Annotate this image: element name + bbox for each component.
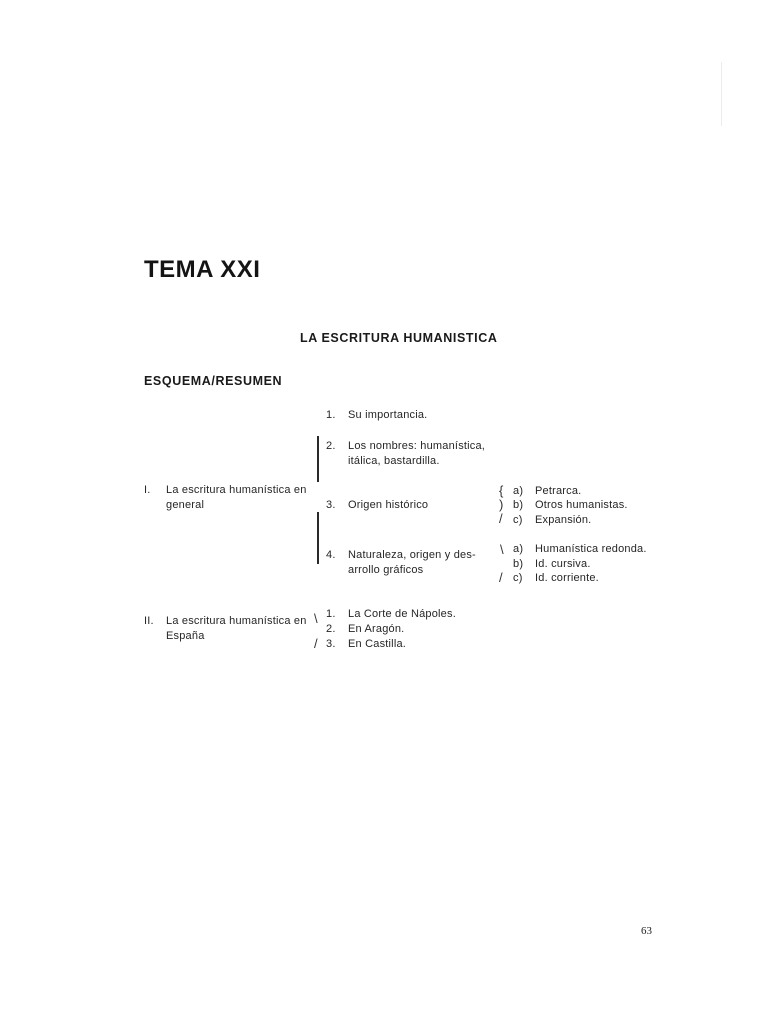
outline-item-text: En Aragón. xyxy=(348,623,405,635)
outline-item xyxy=(326,607,456,622)
brace-mark: \ xyxy=(314,611,318,626)
outline-item-num: 4. xyxy=(326,549,336,561)
outline-part-2-label xyxy=(144,614,307,644)
outline-item-num: 2. xyxy=(326,623,336,635)
outline-subitem xyxy=(513,557,591,572)
outline-part-2-line2: España xyxy=(166,630,205,642)
outline-subitem xyxy=(513,571,599,586)
page-edge-shadow xyxy=(721,62,722,126)
outline-subitem-text: Id. corriente. xyxy=(535,572,599,584)
brace-mark: ) xyxy=(499,497,504,512)
outline-subitem-text: Id. cursiva. xyxy=(535,558,591,570)
outline-item xyxy=(326,498,428,513)
outline-subitem xyxy=(513,542,647,557)
outline-item-text: La Corte de Nápoles. xyxy=(348,608,456,620)
outline-subitem xyxy=(513,513,591,528)
outline-item-num: 3. xyxy=(326,638,336,650)
outline-part-2-num: II. xyxy=(144,615,154,627)
section-heading: ESQUEMA/RESUMEN xyxy=(144,374,283,388)
outline-subitem-letter: c) xyxy=(513,514,523,526)
outline-item-num: 2. xyxy=(326,440,336,452)
outline-subitem-text: Petrarca. xyxy=(535,485,582,497)
outline-subitem-letter: c) xyxy=(513,572,523,584)
outline-item-text: Naturaleza, origen y des- xyxy=(348,549,476,561)
brace-mark: { xyxy=(499,483,504,498)
outline-item xyxy=(326,439,485,469)
page-number: 63 xyxy=(641,925,652,937)
outline-item-text: Origen histórico xyxy=(348,499,429,511)
outline-subitem-letter: a) xyxy=(513,485,524,497)
chapter-subtitle: LA ESCRITURA HUMANISTICA xyxy=(300,331,498,345)
bracket-line-lower xyxy=(317,512,319,564)
brace-mark: / xyxy=(314,636,318,651)
page-title: TEMA XXI xyxy=(144,256,261,283)
outline-subitem-text: Otros humanistas. xyxy=(535,499,628,511)
outline-item xyxy=(326,622,404,637)
outline-subitem-text: Expansión. xyxy=(535,514,592,526)
bracket-line-upper xyxy=(317,436,319,482)
outline-subitem-letter: a) xyxy=(513,543,524,555)
outline-item-text: itálica, bastardilla. xyxy=(348,455,440,467)
outline-item-text: En Castilla. xyxy=(348,638,407,650)
brace-mark: / xyxy=(499,570,503,585)
outline-subitem xyxy=(513,498,628,513)
outline-part-2-line1: La escritura humanística en xyxy=(166,615,307,627)
outline-item-num: 1. xyxy=(326,608,336,620)
brace-mark: \ xyxy=(500,542,504,557)
outline-part-1-line2: general xyxy=(166,499,205,511)
outline-item-num: 3. xyxy=(326,499,336,511)
outline-item-num: 1. xyxy=(326,409,336,421)
outline-item-text: arrollo gráficos xyxy=(348,564,424,576)
outline-item-text: Su importancia. xyxy=(348,409,428,421)
outline-item-text: Los nombres: humanística, xyxy=(348,440,486,452)
outline-part-1-label xyxy=(144,483,307,513)
outline-item xyxy=(326,548,476,578)
outline-part-1-line1: La escritura humanística en xyxy=(166,484,307,496)
brace-mark: / xyxy=(499,511,503,526)
outline-subitem-text: Humanística redonda. xyxy=(535,543,647,555)
outline-subitem xyxy=(513,484,581,499)
outline-item xyxy=(326,408,427,423)
outline-part-1-num: I. xyxy=(144,484,151,496)
outline-item xyxy=(326,637,406,652)
outline-subitem-letter: b) xyxy=(513,499,524,511)
outline-subitem-letter: b) xyxy=(513,558,524,570)
